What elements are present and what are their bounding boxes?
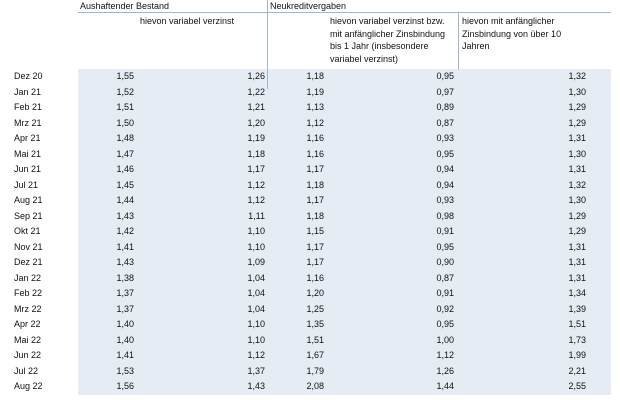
row-label: Dez 20 <box>14 71 43 81</box>
table-cell: 0,93 <box>436 133 454 143</box>
table-cell: 1,43 <box>247 381 265 391</box>
header-group2-sub2: hievon mit anfänglicher Zinsbindung von über 10 Jahren <box>462 16 562 51</box>
table-cell: 1,20 <box>247 117 265 128</box>
table-cell: 1,40 <box>116 334 134 345</box>
table-cell: 1,21 <box>247 102 265 112</box>
table-cell: 1,53 <box>116 365 134 376</box>
table-cell: 1,10 <box>247 226 265 236</box>
row-label: Jul 21 <box>14 179 39 190</box>
table-row <box>0 209 620 225</box>
table-cell: 1,67 <box>306 350 324 360</box>
table-cell: 1,43 <box>116 210 134 221</box>
row-label: Okt 21 <box>14 226 41 236</box>
row-label: Sep 21 <box>14 210 43 221</box>
table-cell: 1,19 <box>306 86 324 97</box>
row-label: Jun 21 <box>14 164 42 174</box>
table-cell: 1,51 <box>306 334 324 345</box>
table-cell: 1,22 <box>247 86 265 97</box>
table-row <box>0 364 620 380</box>
table-cell: 0,87 <box>436 272 454 283</box>
table-cell: 1,00 <box>436 334 454 345</box>
table-cell: 1,55 <box>116 71 134 81</box>
table-cell: 1,44 <box>436 381 454 391</box>
table-row <box>0 271 620 287</box>
row-label: Aug 22 <box>14 381 43 391</box>
table-cell: 1,56 <box>116 381 134 391</box>
table-cell: 1,79 <box>306 365 324 376</box>
table-cell: 1,10 <box>247 241 265 252</box>
table-cell: 1,29 <box>568 226 586 236</box>
table-row <box>0 348 620 364</box>
table-cell: 1,19 <box>247 133 265 143</box>
table-cell: 1,29 <box>568 210 586 221</box>
table-row <box>0 317 620 333</box>
header-underline-group2 <box>268 12 611 13</box>
header-group2-sub1: hievon variabel verzinst bzw. mit anfänglicher Zinsbindung bis 1 Jahr (insbesondere variabel verzinst) <box>330 16 446 64</box>
table-cell: 1,16 <box>306 148 324 159</box>
row-label: Jan 21 <box>14 86 42 97</box>
table-row <box>0 147 620 163</box>
table-cell: 1,15 <box>306 226 324 236</box>
table-cell: 1,32 <box>568 71 586 81</box>
table-cell: 1,09 <box>247 257 265 267</box>
row-label: Mai 22 <box>14 334 42 345</box>
table-row <box>0 131 620 147</box>
table-cell: 1,42 <box>116 226 134 236</box>
table-cell: 1,37 <box>247 365 265 376</box>
table-cell: 1,73 <box>568 334 586 345</box>
table-cell: 1,35 <box>306 319 324 329</box>
table-row <box>0 85 620 101</box>
table-cell: 1,11 <box>248 210 265 221</box>
table-body <box>0 69 620 395</box>
table-cell: 1,18 <box>247 148 265 159</box>
table-row <box>0 224 620 240</box>
table-cell: 2,08 <box>306 381 324 391</box>
table-cell: 1,12 <box>247 350 265 360</box>
header-group1-sub: hievon variabel verzinst <box>140 16 235 26</box>
table-row <box>0 69 620 85</box>
table-cell: 0,95 <box>436 71 454 81</box>
table-cell: 1,26 <box>247 71 265 81</box>
table-cell: 1,99 <box>568 350 586 360</box>
table-cell: 0,91 <box>436 226 454 236</box>
table-cell: 1,12 <box>306 117 324 128</box>
table-cell: 0,95 <box>436 241 454 252</box>
table-row <box>0 255 620 271</box>
table-cell: 1,37 <box>116 288 134 298</box>
table-cell: 1,52 <box>116 86 134 97</box>
table-cell: 1,41 <box>116 350 134 360</box>
table-cell: 1,17 <box>306 195 324 205</box>
table-cell: 0,95 <box>436 148 454 159</box>
table-cell: 1,04 <box>247 288 265 298</box>
table-cell: 1,43 <box>116 257 134 267</box>
table-cell: 0,90 <box>436 257 454 267</box>
table-row <box>0 100 620 116</box>
table-row <box>0 240 620 256</box>
table-cell: 1,17 <box>247 164 265 174</box>
row-label: Apr 22 <box>14 319 41 329</box>
table-cell: 1,30 <box>568 148 586 159</box>
table-cell: 1,31 <box>568 164 586 174</box>
table-cell: 1,10 <box>247 319 265 329</box>
row-label: Aug 21 <box>14 195 43 205</box>
table-cell: 0,94 <box>436 179 454 190</box>
table-cell: 1,12 <box>247 195 265 205</box>
table-cell: 1,29 <box>568 102 586 112</box>
table-cell: 1,31 <box>568 272 586 283</box>
row-label: Nov 21 <box>14 241 43 252</box>
table-cell: 1,16 <box>306 272 324 283</box>
table-cell: 1,32 <box>568 179 586 190</box>
table-cell: 2,21 <box>568 365 586 376</box>
table-cell: 1,29 <box>568 117 586 128</box>
table-cell: 0,91 <box>436 288 454 298</box>
table-cell: 0,98 <box>436 210 454 221</box>
row-label: Mrz 21 <box>14 117 42 128</box>
table-cell: 1,46 <box>116 164 134 174</box>
table-cell: 1,40 <box>116 319 134 329</box>
table-cell: 1,31 <box>568 257 586 267</box>
table-cell: 1,45 <box>116 179 134 190</box>
table-cell: 1,30 <box>568 86 586 97</box>
table-cell: 1,20 <box>306 288 324 298</box>
table-cell: 1,51 <box>116 102 134 112</box>
table-cell: 1,34 <box>568 288 586 298</box>
table-cell: 1,31 <box>568 241 586 252</box>
table-cell: 1,44 <box>116 195 134 205</box>
table-row <box>0 333 620 349</box>
table-cell: 1,30 <box>568 195 586 205</box>
table-cell: 1,26 <box>436 365 454 376</box>
table-cell: 1,48 <box>116 133 134 143</box>
table-cell: 0,89 <box>436 102 454 112</box>
table-cell: 1,38 <box>116 272 134 283</box>
table-cell: 1,18 <box>306 210 324 221</box>
table-cell: 2,55 <box>568 381 586 391</box>
table-cell: 1,04 <box>247 303 265 314</box>
table-cell: 0,87 <box>436 117 454 128</box>
table-cell: 0,93 <box>436 195 454 205</box>
table-row <box>0 162 620 178</box>
row-label: Feb 21 <box>14 102 43 112</box>
table-row <box>0 379 620 395</box>
table-cell: 1,17 <box>306 164 324 174</box>
row-label: Jun 22 <box>14 350 42 360</box>
header-group1: Aushaftender Bestand <box>80 1 170 11</box>
row-label: Mrz 22 <box>14 303 42 314</box>
table-cell: 1,41 <box>116 241 134 252</box>
row-label: Jan 22 <box>14 272 42 283</box>
table-row <box>0 116 620 132</box>
table-row <box>0 286 620 302</box>
table-cell: 1,50 <box>116 117 134 128</box>
row-label: Feb 22 <box>14 288 43 298</box>
row-label: Apr 21 <box>14 133 41 143</box>
table-cell: 1,18 <box>306 179 324 190</box>
table-cell: 1,17 <box>306 257 324 267</box>
header-group2: Neukreditvergaben <box>270 1 347 11</box>
table-cell: 1,10 <box>247 334 265 345</box>
table-cell: 1,17 <box>306 241 324 252</box>
table-cell: 1,12 <box>247 179 265 190</box>
table-cell: 1,13 <box>306 102 324 112</box>
table-cell: 0,97 <box>436 86 454 97</box>
table-row <box>0 178 620 194</box>
table-row <box>0 302 620 318</box>
table-cell: 0,94 <box>436 164 454 174</box>
table-cell: 1,18 <box>306 71 324 81</box>
table-cell: 1,31 <box>568 133 586 143</box>
header-divider-2 <box>458 12 459 70</box>
table-cell: 1,51 <box>568 319 586 329</box>
header-underline-group1 <box>78 12 267 13</box>
table-cell: 1,47 <box>116 148 134 159</box>
row-label: Dez 21 <box>14 257 43 267</box>
table-cell: 1,25 <box>306 303 324 314</box>
table-cell: 0,95 <box>436 319 454 329</box>
row-label: Mai 21 <box>14 148 42 159</box>
table-cell: 1,37 <box>116 303 134 314</box>
table-cell: 1,04 <box>247 272 265 283</box>
table-row <box>0 193 620 209</box>
table-cell: 1,16 <box>306 133 324 143</box>
table-cell: 1,39 <box>568 303 586 314</box>
row-label: Jul 22 <box>14 365 39 376</box>
table-cell: 1,12 <box>436 350 454 360</box>
table-cell: 0,92 <box>436 303 454 314</box>
